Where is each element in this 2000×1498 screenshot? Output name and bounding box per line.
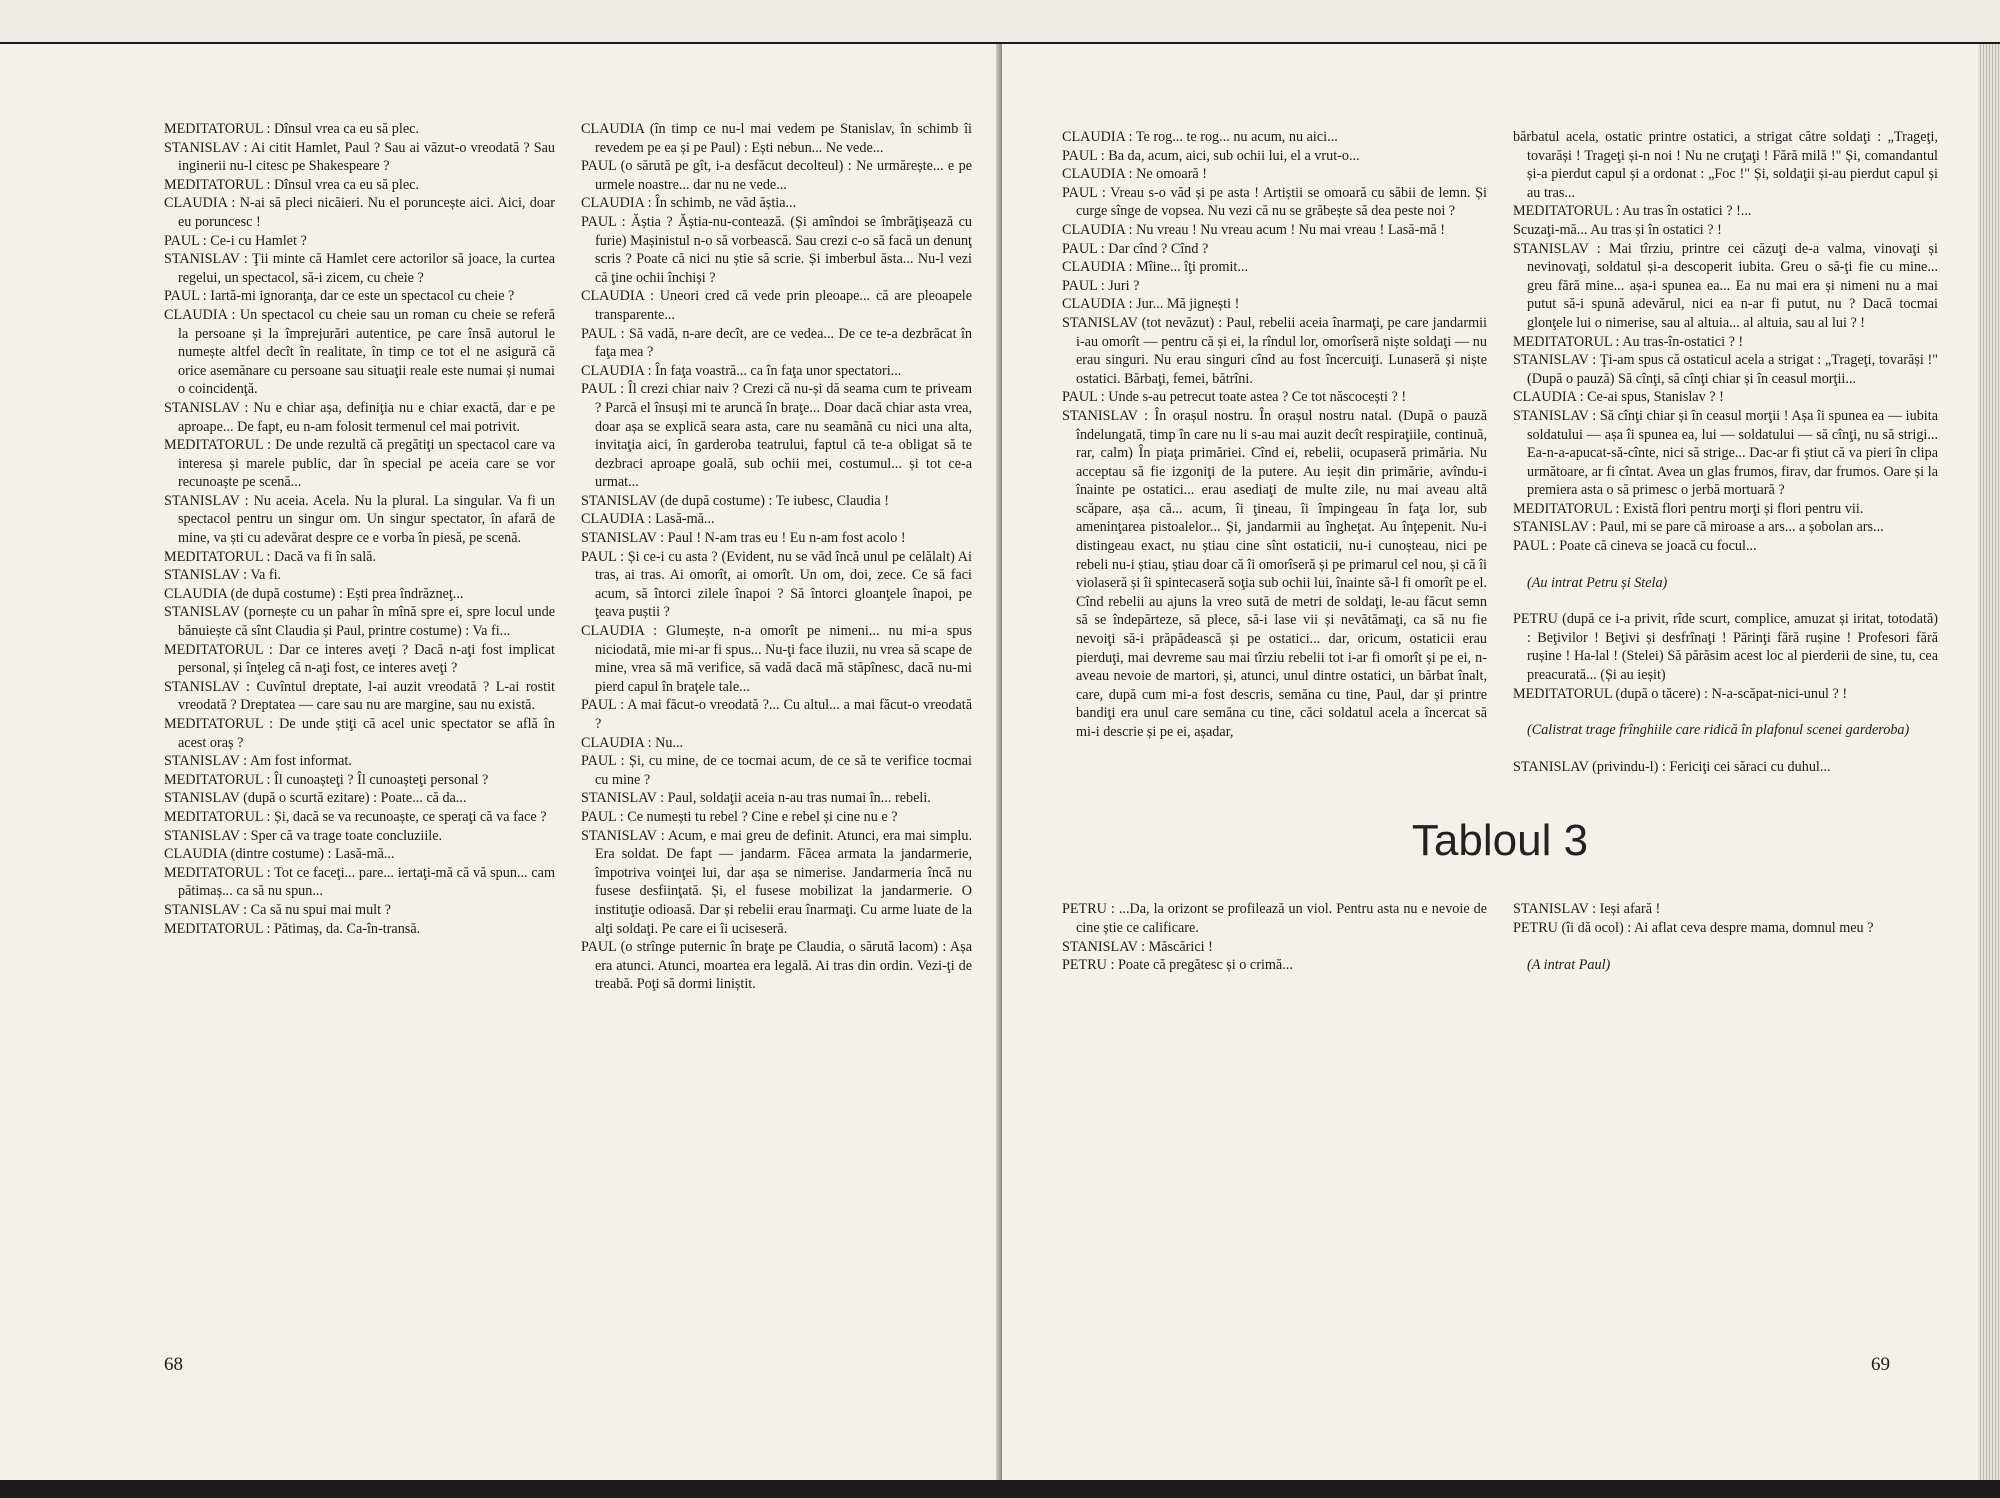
- left-column-1: [164, 120, 555, 994]
- right-columns-top: [1062, 128, 1938, 776]
- dialogue-line: PETRU (după ce i-a privit, rîde scurt, complice, amuzat și iritat, totodată) : Beţivilor ! Beţivi și desfrînaţi ! Părinţi fără rușine ! Profesori fără rușine ! Ha-lal ! (Stelei) Să părăsim acest loc al pierderii de sine, tu, cea preacurată... (Și au ieșit): [1513, 611, 1938, 684]
- dialogue-line: STANISLAV (privindu-l) : Fericiţi cei săraci cu duhul...: [1513, 758, 1831, 775]
- stage-direction: (A intrat Paul): [1527, 956, 1611, 973]
- dialogue-line: STANISLAV : Măscărici !: [1062, 938, 1213, 955]
- dialogue-line: PAUL : Îl crezi chiar naiv ? Crezi că nu-și dă seama cum te priveam ? Parcă el însuși mi te aruncă în braţe... Doar dacă chiar asta vrea, doar așa se explică seara asta, care nu seamănă cu nici una alta, invitaţia aici, în garderoba teatrului, faptul că te-a obligat să te dezbraci aproape goală, sub ochii mei, costumul... și tot ce-a urmat...: [581, 381, 972, 491]
- dialogue-line: PAUL : A mai făcut-o vreodată ?... Cu altul... a mai făcut-o vreodată ?: [581, 697, 972, 732]
- dialogue-line: CLAUDIA : Ne omoară !: [1062, 166, 1207, 183]
- dialogue-line: PAUL : Ăștia ? Ăștia-nu-contează. (Și amîndoi se îmbrăţișează cu furie) Mașinistul n-o să vorbească. Sau crezi c-o să facă un denunţ scris ? Poate că nici nu știe să scrie. Și imberbul ăsta... Nu-l vezi că ţine ochii închiși ?: [581, 213, 972, 286]
- dialogue-line: CLAUDIA : Glumește, n-a omorît pe nimeni... nu mi-a spus niciodată, mie mi-ar fi spus... Nu-ţi face iluzii, nu vrea să scape de mine, vrea să mă verifice, să vadă dacă mă stăpînesc, dacă nu-mi pierd capul în braţele tale...: [581, 623, 972, 695]
- dialogue-line: STANISLAV : Nu aceia. Acela. Nu la plural. La singular. Va fi un spectacol pentru un singur om. Un singur spectator, în afară de mine, va ști cu adevărat despre ce e vorba în piesă, pe scenă.: [164, 492, 555, 547]
- dialogue-line: CLAUDIA (dintre costume) : Lasă-mă...: [164, 846, 395, 863]
- dialogue-line: PETRU : Poate că pregătesc și o crimă...: [1062, 957, 1293, 974]
- right-bottom-column-2: [1513, 900, 1938, 992]
- dialogue-line: MEDITATORUL : De unde știţi că acel unic spectator se află în acest oraș ?: [164, 716, 555, 751]
- left-columns: [164, 120, 972, 994]
- dialogue-line: CLAUDIA : Un spectacol cu cheie sau un roman cu cheie se referă la persoane și la împrejurări autentice, pe care însă autorul le numește altfel decît în realitate, în timp ce tot el ne asigură că orice asemănare cu persoane sau situaţii reale este numai și numai o coincidenţă.: [164, 306, 555, 398]
- dialogue-line: PAUL (o sărută pe gît, i-a desfăcut decolteul) : Ne urmărește... e pe urmele noastre... dar nu ne vede...: [581, 158, 972, 193]
- dialogue-line: CLAUDIA : Nu...: [581, 734, 684, 751]
- dialogue-line: MEDITATORUL : Există flori pentru morţi și flori pentru vii.: [1513, 500, 1864, 517]
- dialogue-line: STANISLAV : Să cînţi chiar și în ceasul morţii ! Așa îi spunea ea — iubita soldatului — așa îi spunea ea, lui — soldatului — să cînţi, nu să strigi... Ea-n-a-apucat-să-cînte, nici să strige... Dac-ar fi știut că va pieri în clipa următoare, ar fi cîntat. Avea un glas frumos, firav, dar frumos. Oare și la premiera asta o să primesc o jerbă mortuară ?: [1513, 407, 1938, 499]
- page-edges: [1978, 44, 2000, 1480]
- stage-direction: (Au intrat Petru și Stela): [1527, 574, 1668, 591]
- dialogue-line: PAUL : Dar cînd ? Cînd ?: [1062, 240, 1209, 257]
- dialogue-line: PETRU : ...Da, la orizont se profilează un viol. Pentru asta nu e nevoie de cine știe ce calificare.: [1062, 901, 1487, 936]
- dialogue-line: STANISLAV : Paul ! N-am tras eu ! Eu n-am fost acolo !: [581, 530, 906, 547]
- dialogue-line: MEDITATORUL : Au tras în ostatici ? !...: [1513, 203, 1752, 220]
- section-heading: Tabloul 3: [1411, 816, 1589, 866]
- dialogue-line: CLAUDIA (de după costume) : Ești prea îndrăzneţ...: [164, 585, 464, 602]
- dialogue-line: STANISLAV : Ieși afară !: [1513, 901, 1661, 918]
- scan-background: [0, 0, 2000, 42]
- dialogue-line: STANISLAV : Ai citit Hamlet, Paul ? Sau ai văzut-o vreodată ? Sau inginerii nu-l citesc pe Shakespeare ?: [164, 139, 555, 175]
- dialogue-line: PETRU (îi dă ocol) : Ai aflat ceva despre mama, domnul meu ?: [1513, 920, 1874, 936]
- dialogue-line: STANISLAV : Am fost informat.: [164, 753, 352, 770]
- left-column-2: [581, 120, 972, 994]
- dialogue-line: MEDITATORUL : Au tras-în-ostatici ? !: [1513, 333, 1744, 350]
- dialogue-line: STANISLAV : Va fi.: [164, 567, 282, 584]
- dialogue-line: MEDITATORUL : Pătimaș, da. Ca-în-transă.: [164, 920, 421, 937]
- dialogue-line: CLAUDIA : În faţa voastră... ca în faţa unor spectatori...: [581, 362, 902, 379]
- right-column-1: [1062, 128, 1487, 776]
- left-page: [0, 44, 1000, 1480]
- dialogue-line: STANISLAV (de după costume) : Te iubesc, Claudia !: [581, 492, 889, 509]
- right-column-2: [1513, 128, 1938, 776]
- dialogue-line: PAUL : Poate că cineva se joacă cu focul...: [1513, 538, 1757, 555]
- dialogue-line: PAUL : Ce-i cu Hamlet ?: [164, 232, 307, 249]
- dialogue-line: MEDITATORUL : Dînsul vrea ca eu să plec.: [164, 121, 419, 137]
- dialogue-line: STANISLAV (după o scurtă ezitare) : Poate... că da...: [164, 790, 467, 807]
- dialogue-line: STANISLAV : Sper că va trage toate concluziile.: [164, 827, 443, 844]
- dialogue-line: CLAUDIA (în timp ce nu-l mai vedem pe Stanislav, în schimb îi revedem pe ea și pe Paul) : Ești nebun... Ne vede...: [581, 121, 972, 156]
- dialogue-line: MEDITATORUL : Și, dacă se va recunoaște, ce speraţi că va face ?: [164, 808, 547, 825]
- dialogue-line: PAUL : Să vadă, n-are decît, are ce vedea... De ce te-a dezbrăcat în faţa mea ?: [581, 325, 972, 361]
- dialogue-line: PAUL : Ce numești tu rebel ? Cine e rebel și cine nu e ?: [581, 808, 898, 825]
- dialogue-line: MEDITATORUL : Dar ce interes aveţi ? Dacă n-aţi fost implicat personal, și înţeleg că n-aţi fost, ce interes aveţi ?: [164, 641, 555, 677]
- dialogue-line: MEDITATORUL : Tot ce faceţi... pare... iertaţi-mă că vă spun... cam pătimaș... ca să nu spun...: [164, 864, 555, 900]
- dialogue-line: bărbatul acela, ostatic printre ostatici, a strigat către soldaţi : „Trageţi, tovarăși ! Trageţi și-n noi ! Nu ne cruţaţi ! Fără milă !" Și, comandantul și-a pierdut capul și a ordonat : „Foc !" Și, soldaţii și-au pierdut capul și au tras...: [1513, 129, 1938, 201]
- dialogue-line: CLAUDIA : Te rog... te rog... nu acum, nu aici...: [1062, 129, 1338, 145]
- dialogue-line: STANISLAV (pornește cu un pahar în mînă spre ei, spre locul unde bănuiește că sînt Claudia și Paul, printre costume) : Va fi...: [164, 604, 555, 640]
- dialogue-line: CLAUDIA : Ce-ai spus, Stanislav ? !: [1513, 389, 1724, 406]
- dialogue-line: STANISLAV : Mai tîrziu, printre cei căzuţi de-a valma, vinovaţi și nevinovaţi, soldatul și-a descoperit iubita. Greu o să-ţi fie cu mine... greu fără mine... așa-i spunea ea... Ea nu mai era și nimeni nu a mai putut să-i spună adevărul, nici ea n-ar fi putut, nu ? Dacă tocmai glonţele lui o nimerise, sau al altuia... al altuia, sau al lui ? !: [1513, 240, 1938, 331]
- stage-direction: (Calistrat trage frînghiile care ridică în plafonul scenei garderoba): [1527, 722, 1910, 739]
- dialogue-line: PAUL : Juri ?: [1062, 277, 1140, 294]
- page-number-left: 68: [164, 1354, 183, 1375]
- dialogue-line: CLAUDIA : N-ai să pleci nicăieri. Nu el poruncește aici. Aici, doar eu poruncesc !: [164, 195, 555, 230]
- dialogue-line: MEDITATORUL : Dînsul vrea ca eu să plec.: [164, 176, 419, 193]
- dialogue-line: CLAUDIA : Jur... Mă jignești !: [1062, 296, 1240, 313]
- dialogue-line: STANISLAV : Ţi-am spus că ostaticul acela a strigat : „Trageţi, tovarăși !" (După o pauză) Să cînţi, să cînţi chiar și în ceasul morţii...: [1513, 352, 1938, 387]
- dialogue-line: PAUL : Unde s-au petrecut toate astea ? Ce tot născocești ? !: [1062, 389, 1407, 406]
- dialogue-line: PAUL : Iartă-mi ignoranţa, dar ce este un spectacol cu cheie ?: [164, 288, 515, 305]
- dialogue-line: Scuzaţi-mă... Au tras și în ostatici ? !: [1513, 221, 1722, 238]
- dialogue-line: STANISLAV : Ţii minte că Hamlet cere actorilor să joace, la curtea regelui, un spectacol, să-i zicem, cu cheie ?: [164, 251, 555, 286]
- dialogue-line: STANISLAV : Ca să nu spui mai mult ?: [164, 901, 391, 918]
- dialogue-line: STANISLAV : Acum, e mai greu de definit. Atunci, era mai simplu. Era soldat. De fapt — jandarm. Făcea armata la jandarmerie, împotriva voinţei lui, dar așa se nimerise. Jandarmeria încă nu fusese desfiinţată. Și, el fusese mobilizat la jandarmerie. O instituţie odioasă. Dar și rebelii erau înarmaţi. Cu arme luate de la alţi soldaţi. Pe care ei îi uciseseră.: [581, 827, 972, 937]
- dialogue-line: PAUL : Și ce-i cu asta ? (Evident, nu se văd încă unul pe celălalt) Ai tras, ai tras. Ai omorît, ai omorît. Un om, doi, zece. Ce să faci acum, să întorci zilele înapoi ? Să întorci gloanţele înapoi, pe ţeava puștii ?: [581, 548, 972, 621]
- right-page: [1002, 44, 2000, 1480]
- right-columns-bottom: [1062, 900, 1938, 992]
- dialogue-line: STANISLAV : În orașul nostru. În orașul nostru natal. (După o pauză îndelungată, timp în care nu li s-au mai auzit decît respiraţiile, continuă, rar, calm) În piaţa primăriei. Cînd ei, rebelii, ocupaseră primăria. Nu acceptau să fie izgoniţi de la putere. Au ieșit din primărie, avîndu-i înainte pe ostatici... erau asediaţi de multe zile, nu mai aveau altă scăpare, așa că... acum, îi ţineau, îi împingeau în faţa lor, sub ameninţarea pistoalelor... Și, jandarmii au îngheţat. Au înţepenit. Nu-i distingeau exact, nu știau cine sînt ostaticii, nu-i cunoșteau, nici pe rebeli nu-i știau, știau doar că îi omorîseră și pe primarul cel nou, și că îi violaseră și îi spintecaseră soţia sub ochii lui, înainte să-l fi omorît pe el. Cînd rebelii au ajuns la vreo sută de metri de soldaţi, le-au făcut semn să se îndepărteze, să plece, să-i lase vii și nevătămaţi, ca să nu fie nevoiţi să-i prăpădească și pe ostatici... dar, oricum, ostaticii erau pierduţi, mai devreme sau mai tîrziu rebelii tot i-ar fi omorît și pe ei, n-aveau nevoie de martori, și, atunci, unul dintre ostatici, un bărbat înalt, care, după cum mi-a fost descris, semăna cu tine, Paul, dar și printre bandiţi era unul care semăna cu tine, căci soldatul acela a încercat să mi-i descrie și pe ei, așadar,: [1062, 407, 1487, 740]
- dialogue-line: MEDITATORUL : De unde rezultă că pregătiţi un spectacol care va interesa și marele public, dar în special pe aceia care se vor recunoaște pe scenă...: [164, 437, 555, 491]
- dialogue-line: PAUL : Și, cu mine, de ce tocmai acum, de ce să te verifice tocmai cu mine ?: [581, 753, 972, 788]
- dialogue-line: STANISLAV : Cuvîntul dreptate, l-ai auzit vreodată ? L-ai rostit vreodată ? Dreptatea — care sau nu are margine, sau nu există.: [164, 678, 555, 714]
- right-bottom-column-1: [1062, 900, 1487, 992]
- dialogue-line: PAUL : Ba da, acum, aici, sub ochii lui, el a vrut-o...: [1062, 147, 1360, 164]
- dialogue-line: CLAUDIA : Nu vreau ! Nu vreau acum ! Nu mai vreau ! Lasă-mă !: [1062, 221, 1445, 238]
- dialogue-line: CLAUDIA : Mîine... îţi promit...: [1062, 259, 1249, 276]
- dialogue-line: STANISLAV : Paul, mi se pare că miroase a ars... a șobolan ars...: [1513, 519, 1884, 536]
- dialogue-line: CLAUDIA : Lasă-mă...: [581, 511, 715, 528]
- dialogue-line: PAUL : Vreau s-o văd și pe asta ! Artiștii se omoară cu săbii de lemn. Și curge sînge de vopsea. Nu vezi că nu se grăbește să dea peste noi ?: [1062, 184, 1487, 220]
- dialogue-line: PAUL (o strînge puternic în braţe pe Claudia, o sărută lacom) : Așa era atunci. Atunci, moartea era legală. Ai tras din ordin. Vezi-ţi de treabă. Poţi să dormi liniștit.: [581, 939, 972, 993]
- dialogue-line: MEDITATORUL : Îl cunoașteţi ? Îl cunoașteţi personal ?: [164, 771, 489, 788]
- dialogue-line: STANISLAV (tot nevăzut) : Paul, rebelii aceia înarmaţi, pe care jandarmii i-au omorît — pentru că și ei, la rîndul lor, omorîseră niște soldaţi — nu erau singuri. Nu erau singuri cînd au fost încercuiţi. Lunaseră și niște ostatici. Bărbaţi, femei, bătrîni.: [1062, 314, 1487, 387]
- dialogue-line: STANISLAV : Nu e chiar așa, definiţia nu e chiar exactă, dar e pe aproape... De fapt, eu n-am folosit termenul cel mai potrivit.: [164, 399, 555, 435]
- page-number-right: 69: [1871, 1354, 1890, 1375]
- dialogue-line: MEDITATORUL : Dacă va fi în sală.: [164, 548, 377, 565]
- dialogue-line: MEDITATORUL (după o tăcere) : N-a-scăpat-nici-unul ? !: [1513, 685, 1848, 702]
- dialogue-line: CLAUDIA : Uneori cred că vede prin pleoape... că are pleoapele transparente...: [581, 288, 972, 323]
- dialogue-line: STANISLAV : Paul, soldaţii aceia n-au tras numai în... rebeli.: [581, 790, 931, 807]
- dialogue-line: CLAUDIA : În schimb, ne văd ăștia...: [581, 195, 797, 212]
